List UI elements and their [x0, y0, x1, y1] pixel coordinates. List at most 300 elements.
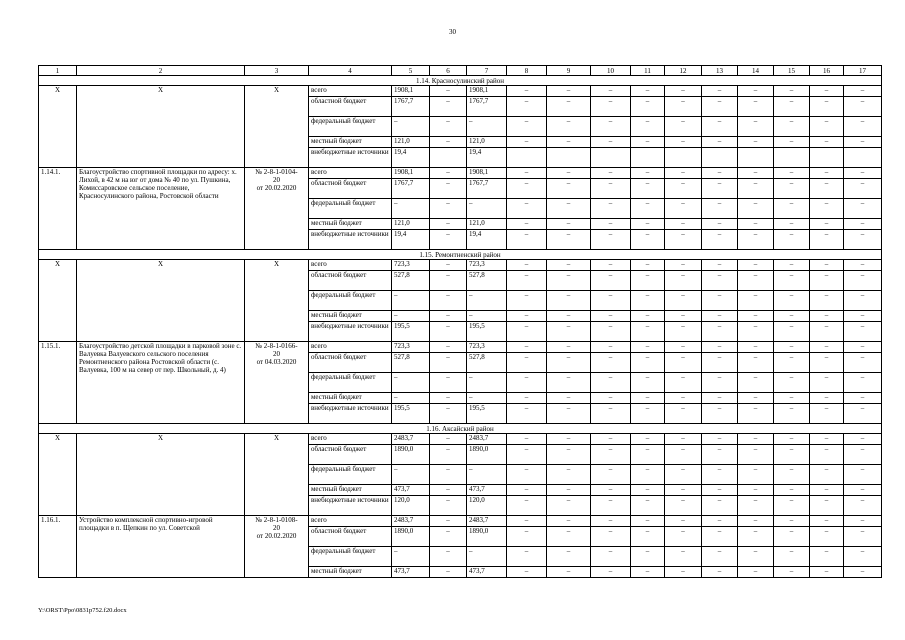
value-col-14: –: [738, 179, 774, 199]
value-col-10: –: [591, 465, 631, 485]
value-col-12: –: [665, 311, 702, 322]
value-col-10: –: [591, 179, 631, 199]
value-col-16: –: [810, 516, 844, 527]
value-col-7: –: [467, 291, 507, 311]
value-col-10: –: [591, 86, 631, 97]
table-row: [39, 168, 882, 179]
value-col-11: –: [631, 230, 665, 250]
value-col-8: –: [507, 137, 547, 148]
item-document: [245, 342, 309, 424]
value-col-8: –: [507, 393, 547, 404]
value-col-14: –: [738, 230, 774, 250]
value-col-13: –: [702, 404, 738, 424]
document-line: X: [273, 260, 280, 268]
value-col-15: –: [774, 496, 810, 516]
value-col-8: –: [507, 445, 547, 465]
value-col-10: –: [591, 342, 631, 353]
column-number-row: [39, 66, 882, 76]
item-name: Благоустройство спортивной площадки по адресу: х. Лихой, в 42 м на юг от дома № 40 по ул. Пушкина, Комиссаровское сельское поселение, Красносулинского района, Ростовской области: [77, 168, 245, 250]
value-col-5: 19,4: [392, 148, 430, 168]
item-name: X: [77, 260, 245, 342]
value-col-9: –: [547, 311, 591, 322]
funding-source: федеральный бюджет: [309, 465, 392, 485]
value-col-14: –: [738, 260, 774, 271]
section-title: 1.14. Красносулинский район: [39, 76, 882, 86]
item-document: [245, 516, 309, 578]
value-col-7: –: [467, 547, 507, 567]
item-number: 1.15.1.: [39, 342, 77, 424]
value-col-13: –: [702, 97, 738, 117]
value-col-13: –: [702, 86, 738, 97]
value-col-13: –: [702, 445, 738, 465]
value-col-8: –: [507, 496, 547, 516]
value-col-15: –: [774, 260, 810, 271]
value-col-14: –: [738, 516, 774, 527]
value-col-11: –: [631, 322, 665, 342]
value-col-11: –: [631, 168, 665, 179]
value-col-10: –: [591, 97, 631, 117]
value-col-11: –: [631, 516, 665, 527]
value-col-17: –: [844, 199, 882, 219]
value-col-9: –: [547, 199, 591, 219]
value-col-11: –: [631, 465, 665, 485]
value-col-15: –: [774, 219, 810, 230]
value-col-9: –: [547, 260, 591, 271]
value-col-9: –: [547, 434, 591, 445]
value-col-14: –: [738, 547, 774, 567]
value-col-5: –: [392, 547, 430, 567]
value-col-5: 121,0: [392, 219, 430, 230]
value-col-14: –: [738, 353, 774, 373]
column-number: 4: [309, 66, 392, 76]
value-col-7: 121,0: [467, 137, 507, 148]
column-number: 13: [702, 66, 738, 76]
value-col-7: 473,7: [467, 485, 507, 496]
value-col-17: –: [844, 97, 882, 117]
value-col-9: –: [547, 445, 591, 465]
section-title: 1.16. Аксайский район: [39, 424, 882, 434]
value-col-13: –: [702, 567, 738, 578]
value-col-14: –: [738, 271, 774, 291]
value-col-14: –: [738, 465, 774, 485]
value-col-8: –: [507, 260, 547, 271]
value-col-8: –: [507, 434, 547, 445]
value-col-17: –: [844, 291, 882, 311]
funding-source: внебюджетные источники: [309, 148, 392, 168]
value-col-15: –: [774, 322, 810, 342]
item-document: [245, 168, 309, 250]
item-name: X: [77, 86, 245, 168]
section-title: 1.15. Ремонтненский район: [39, 250, 882, 260]
value-col-6: –: [430, 567, 467, 578]
value-col-9: –: [547, 86, 591, 97]
value-col-7: 723,3: [467, 260, 507, 271]
value-col-6: –: [430, 373, 467, 393]
item-document: [245, 260, 309, 342]
value-col-14: –: [738, 97, 774, 117]
value-col-5: –: [392, 199, 430, 219]
value-col-6: –: [430, 117, 467, 137]
footer-file-path: Y:\ORST\Ppo\0831p752.f20.docx: [38, 607, 127, 614]
value-col-15: –: [774, 485, 810, 496]
value-col-7: 2483,7: [467, 434, 507, 445]
value-col-16: –: [810, 393, 844, 404]
value-col-12: –: [665, 393, 702, 404]
value-col-16: –: [810, 179, 844, 199]
value-col-10: –: [591, 260, 631, 271]
value-col-7: 1890,0: [467, 445, 507, 465]
item-name: Благоустройство детской площадки в парковой зоне с. Валуевка Валуевского сельского поселения Ремонтненского района Ростовской области (с. Валуевка, 100 м на север от пер. Школьный, д. 4): [77, 342, 245, 424]
value-col-9: –: [547, 567, 591, 578]
funding-source: внебюджетные источники: [309, 496, 392, 516]
value-col-9: –: [547, 291, 591, 311]
document-line: от 20.02.2020: [256, 184, 297, 192]
value-col-7: 121,0: [467, 219, 507, 230]
item-name: X: [77, 434, 245, 516]
funding-source: всего: [309, 516, 392, 527]
value-col-16: –: [810, 322, 844, 342]
value-col-17: –: [844, 496, 882, 516]
value-col-7: 2483,7: [467, 516, 507, 527]
item-number: 1.14.1.: [39, 168, 77, 250]
value-col-17: –: [844, 393, 882, 404]
section-header-row: [39, 76, 882, 86]
value-col-11: –: [631, 567, 665, 578]
value-col-12: –: [665, 547, 702, 567]
value-col-17: –: [844, 516, 882, 527]
value-col-12: –: [665, 199, 702, 219]
value-col-10: –: [591, 496, 631, 516]
document-line: 20: [273, 350, 280, 358]
value-col-15: –: [774, 527, 810, 547]
value-col-16: –: [810, 271, 844, 291]
value-col-6: –: [430, 260, 467, 271]
value-col-7: 527,8: [467, 271, 507, 291]
value-col-6: –: [430, 219, 467, 230]
value-col-15: –: [774, 271, 810, 291]
value-col-13: –: [702, 271, 738, 291]
value-col-8: –: [507, 168, 547, 179]
funding-source: всего: [309, 342, 392, 353]
column-number: 14: [738, 66, 774, 76]
value-col-12: [665, 148, 702, 168]
value-col-8: –: [507, 373, 547, 393]
value-col-15: –: [774, 434, 810, 445]
value-col-6: –: [430, 311, 467, 322]
value-col-6: –: [430, 230, 467, 250]
value-col-12: –: [665, 260, 702, 271]
value-col-10: –: [591, 199, 631, 219]
value-col-11: –: [631, 86, 665, 97]
value-col-17: –: [844, 373, 882, 393]
value-col-5: 2483,7: [392, 516, 430, 527]
value-col-16: –: [810, 527, 844, 547]
value-col-11: –: [631, 342, 665, 353]
funding-source: местный бюджет: [309, 393, 392, 404]
value-col-9: –: [547, 516, 591, 527]
value-col-10: –: [591, 353, 631, 373]
value-col-15: –: [774, 567, 810, 578]
value-col-6: –: [430, 291, 467, 311]
item-number: 1.16.1.: [39, 516, 77, 578]
column-number: 11: [631, 66, 665, 76]
value-col-11: –: [631, 137, 665, 148]
value-col-16: –: [810, 567, 844, 578]
funding-source: федеральный бюджет: [309, 373, 392, 393]
funding-source: местный бюджет: [309, 567, 392, 578]
value-col-11: –: [631, 260, 665, 271]
value-col-14: –: [738, 322, 774, 342]
value-col-13: –: [702, 168, 738, 179]
value-col-10: –: [591, 434, 631, 445]
value-col-7: –: [467, 199, 507, 219]
column-number: 12: [665, 66, 702, 76]
item-document: [245, 434, 309, 516]
value-col-11: –: [631, 291, 665, 311]
value-col-14: –: [738, 404, 774, 424]
document-line: 20: [273, 524, 280, 532]
value-col-5: 527,8: [392, 271, 430, 291]
funding-source: федеральный бюджет: [309, 291, 392, 311]
value-col-5: 527,8: [392, 353, 430, 373]
value-col-8: –: [507, 230, 547, 250]
value-col-8: –: [507, 219, 547, 230]
value-col-11: –: [631, 179, 665, 199]
funding-source: местный бюджет: [309, 311, 392, 322]
value-col-16: –: [810, 342, 844, 353]
value-col-8: [507, 148, 547, 168]
value-col-6: [430, 148, 467, 168]
value-col-14: –: [738, 137, 774, 148]
value-col-13: –: [702, 516, 738, 527]
value-col-6: –: [430, 86, 467, 97]
value-col-16: –: [810, 353, 844, 373]
value-col-9: –: [547, 527, 591, 547]
funding-source: федеральный бюджет: [309, 117, 392, 137]
value-col-5: –: [392, 117, 430, 137]
value-col-16: –: [810, 311, 844, 322]
value-col-10: –: [591, 168, 631, 179]
value-col-5: –: [392, 291, 430, 311]
value-col-9: –: [547, 230, 591, 250]
value-col-15: –: [774, 86, 810, 97]
value-col-5: 195,5: [392, 322, 430, 342]
value-col-11: –: [631, 373, 665, 393]
value-col-16: –: [810, 86, 844, 97]
funding-source: местный бюджет: [309, 137, 392, 148]
value-col-13: –: [702, 547, 738, 567]
value-col-12: –: [665, 516, 702, 527]
value-col-17: –: [844, 219, 882, 230]
value-col-15: –: [774, 516, 810, 527]
table-row: [39, 434, 882, 445]
value-col-12: –: [665, 137, 702, 148]
value-col-13: –: [702, 496, 738, 516]
value-col-12: –: [665, 496, 702, 516]
value-col-17: –: [844, 230, 882, 250]
value-col-17: –: [844, 465, 882, 485]
column-number: 5: [392, 66, 430, 76]
value-col-9: –: [547, 271, 591, 291]
document-line: 20: [273, 176, 280, 184]
value-col-11: –: [631, 97, 665, 117]
column-number: 9: [547, 66, 591, 76]
value-col-11: –: [631, 271, 665, 291]
funding-source: федеральный бюджет: [309, 547, 392, 567]
document-line: от 20.02.2020: [256, 532, 297, 540]
value-col-10: –: [591, 322, 631, 342]
page-number: 30: [449, 28, 456, 36]
value-col-17: –: [844, 567, 882, 578]
value-col-8: –: [507, 353, 547, 373]
value-col-11: –: [631, 199, 665, 219]
value-col-5: 121,0: [392, 137, 430, 148]
value-col-13: –: [702, 311, 738, 322]
value-col-17: –: [844, 260, 882, 271]
value-col-6: –: [430, 465, 467, 485]
funding-source: областной бюджет: [309, 271, 392, 291]
value-col-12: –: [665, 485, 702, 496]
value-col-14: –: [738, 199, 774, 219]
value-col-12: –: [665, 168, 702, 179]
value-col-15: –: [774, 342, 810, 353]
item-number: X: [39, 86, 77, 168]
value-col-8: –: [507, 291, 547, 311]
value-col-14: –: [738, 342, 774, 353]
column-number: 10: [591, 66, 631, 76]
document-line: № 2-8-1-0166-: [255, 342, 298, 350]
table-row: [39, 86, 882, 97]
value-col-12: –: [665, 117, 702, 137]
value-col-5: 120,0: [392, 496, 430, 516]
value-col-12: –: [665, 373, 702, 393]
value-col-8: –: [507, 527, 547, 547]
value-col-11: –: [631, 219, 665, 230]
value-col-15: –: [774, 445, 810, 465]
funding-source: внебюджетные источники: [309, 404, 392, 424]
value-col-17: –: [844, 353, 882, 373]
value-col-12: –: [665, 342, 702, 353]
funding-source: всего: [309, 434, 392, 445]
table-row: [39, 260, 882, 271]
value-col-9: –: [547, 219, 591, 230]
value-col-12: –: [665, 353, 702, 373]
value-col-13: –: [702, 117, 738, 137]
value-col-5: –: [392, 465, 430, 485]
value-col-6: –: [430, 547, 467, 567]
value-col-11: [631, 148, 665, 168]
value-col-5: 473,7: [392, 567, 430, 578]
funding-source: областной бюджет: [309, 527, 392, 547]
funding-source: всего: [309, 168, 392, 179]
value-col-10: –: [591, 404, 631, 424]
value-col-10: –: [591, 516, 631, 527]
value-col-15: –: [774, 199, 810, 219]
value-col-14: –: [738, 496, 774, 516]
value-col-14: –: [738, 485, 774, 496]
value-col-17: –: [844, 117, 882, 137]
value-col-7: 473,7: [467, 567, 507, 578]
item-document: [245, 86, 309, 168]
value-col-7: 723,3: [467, 342, 507, 353]
value-col-13: –: [702, 230, 738, 250]
value-col-9: –: [547, 393, 591, 404]
value-col-16: –: [810, 485, 844, 496]
value-col-13: –: [702, 393, 738, 404]
value-col-8: –: [507, 516, 547, 527]
value-col-13: –: [702, 219, 738, 230]
value-col-5: –: [392, 311, 430, 322]
value-col-9: –: [547, 404, 591, 424]
value-col-9: –: [547, 117, 591, 137]
value-col-11: –: [631, 311, 665, 322]
value-col-5: –: [392, 393, 430, 404]
value-col-10: –: [591, 311, 631, 322]
value-col-15: –: [774, 373, 810, 393]
funding-source: областной бюджет: [309, 97, 392, 117]
value-col-11: –: [631, 393, 665, 404]
funding-source: местный бюджет: [309, 219, 392, 230]
value-col-13: –: [702, 260, 738, 271]
value-col-15: –: [774, 230, 810, 250]
item-number: X: [39, 434, 77, 516]
value-col-12: –: [665, 230, 702, 250]
value-col-6: –: [430, 353, 467, 373]
value-col-12: –: [665, 445, 702, 465]
value-col-5: 2483,7: [392, 434, 430, 445]
value-col-16: –: [810, 230, 844, 250]
value-col-16: –: [810, 404, 844, 424]
value-col-6: –: [430, 342, 467, 353]
value-col-15: –: [774, 311, 810, 322]
value-col-7: 1890,0: [467, 527, 507, 547]
item-number: X: [39, 260, 77, 342]
column-number: 3: [245, 66, 309, 76]
value-col-15: –: [774, 393, 810, 404]
funding-source: федеральный бюджет: [309, 199, 392, 219]
value-col-6: –: [430, 179, 467, 199]
value-col-11: –: [631, 445, 665, 465]
document-line: X: [273, 434, 280, 442]
value-col-16: –: [810, 137, 844, 148]
value-col-5: 1890,0: [392, 445, 430, 465]
value-col-5: 1767,7: [392, 97, 430, 117]
value-col-8: –: [507, 117, 547, 137]
value-col-10: –: [591, 219, 631, 230]
value-col-8: –: [507, 404, 547, 424]
column-number: 17: [844, 66, 882, 76]
value-col-16: –: [810, 465, 844, 485]
value-col-15: –: [774, 404, 810, 424]
value-col-17: –: [844, 485, 882, 496]
value-col-12: –: [665, 404, 702, 424]
value-col-9: –: [547, 137, 591, 148]
value-col-17: –: [844, 404, 882, 424]
value-col-8: –: [507, 86, 547, 97]
document-line: № 2-8-1-0108-: [255, 516, 298, 524]
value-col-15: –: [774, 291, 810, 311]
value-col-14: –: [738, 434, 774, 445]
column-number: 1: [39, 66, 77, 76]
value-col-9: –: [547, 465, 591, 485]
value-col-12: –: [665, 527, 702, 547]
value-col-17: –: [844, 445, 882, 465]
value-col-7: –: [467, 465, 507, 485]
value-col-11: –: [631, 496, 665, 516]
value-col-5: 1767,7: [392, 179, 430, 199]
funding-source: внебюджетные источники: [309, 230, 392, 250]
value-col-6: –: [430, 97, 467, 117]
